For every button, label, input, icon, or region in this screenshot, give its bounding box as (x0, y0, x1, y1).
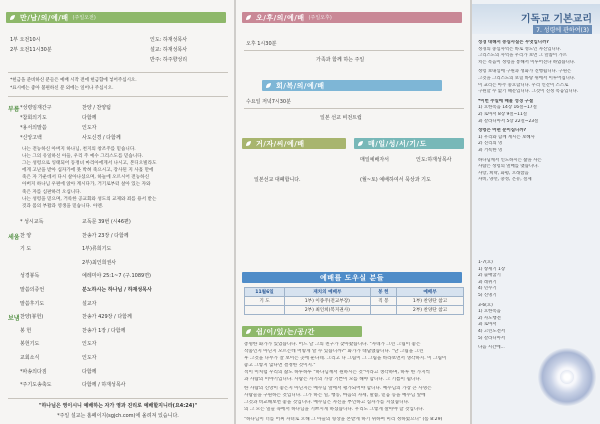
worship-item-name: *참회의기도 (20, 115, 47, 121)
doctrine-line: 3) 거룩한 영 (478, 147, 503, 153)
doctrine-line: *이번 주일에 배울 성경 구절 (478, 98, 534, 104)
section-title: 회/복/의/예/배 (276, 81, 325, 90)
worship-item-name: 말씀후기도 (20, 300, 45, 307)
worship-item-name: *용서의말씀 (20, 125, 47, 131)
worship-item-name: 봉 헌 (20, 327, 32, 334)
doctrine-body (478, 40, 596, 184)
leaf-icon (245, 14, 252, 21)
service-time: 2부 오전11시30분 (10, 47, 52, 53)
leaf-icon (9, 14, 16, 21)
worship-item-detail: 인도자 (82, 341, 97, 348)
worship-item-detail: 인도자 (82, 355, 97, 361)
worship-section-label: 부름 (8, 106, 20, 113)
essay-line: 적이 이처럼 우리의 삶도 하루하루 "하나님께서 원하시는 것"이라고 생각하며, 하루 한 가지씩 (244, 369, 430, 375)
doctrine-subtitle: 7. 성령에 관하여(3) (533, 25, 592, 34)
worship-item-detail: 다함께 / 하재성목사 (82, 382, 126, 389)
worship-item-detail: 예레미야 25:1~7 (구.1089면) (82, 273, 151, 280)
doctrine-line: 그것을 그리스도의 보혈 바탕 위에서 이루어집니다. (478, 75, 576, 81)
rest-space-essay (244, 342, 466, 424)
essay-line: 사람들을 구원하는 것입니다. 그가 하는 일, 행동, 마음의 자세, 말씀, 믿음 등을 예수님 앞에 (244, 393, 426, 399)
reading-list-item: 5) 신명기 (478, 292, 497, 298)
creed-line: 그는 성령으로 잉태되어 동정녀 마리아에게서 나시고, 본디오빌라도 (22, 161, 157, 167)
section-band-rest-space (242, 326, 362, 337)
worship-order-row (8, 286, 230, 295)
flower-center (560, 370, 574, 384)
worship-item-name: *성령임재간구 (20, 105, 52, 111)
worship-order-row (8, 340, 230, 349)
worship-item-name: *신앙고백 (20, 135, 42, 141)
reading-list-item: 5) 갈라디아서 (478, 335, 506, 341)
worship-section-label: 세움 (8, 233, 20, 241)
table-cell (245, 306, 285, 315)
apostles-creed-text (22, 146, 228, 210)
worship-item-detail: 다함께 (82, 368, 97, 375)
worship-order-row (8, 313, 230, 322)
footer-homepage-note: *주일 설교는 홈페이지(sgjch.com)에 올려져 있습니다. (57, 413, 179, 419)
worship-item-name: 말씀의증언 (20, 287, 45, 293)
table-row (245, 306, 464, 315)
reading-list-item: 1) 창세기 1장 (478, 266, 506, 272)
worship-item-name: 성경봉독 (20, 273, 40, 280)
footer-verse: "하나님은 영이시니 예배하는 자가 영과 진리로 예배할지니라(요4:24)" (38, 403, 198, 409)
section-band-service-helpers (242, 272, 462, 283)
worship-item-detail: 교독문 39번 (시46편) (82, 219, 131, 225)
doctrine-reading-list (478, 260, 538, 352)
afternoon-theme: 가족과 함께 하는 주일 (316, 57, 365, 63)
bulletin-panel-other-services (236, 0, 470, 424)
worship-item-name: 기 도 (20, 246, 32, 253)
reading-list-item: 4) 고린도전서 (478, 328, 506, 334)
worship-item-name: *파송의다짐 (20, 368, 47, 375)
worship-item-detail: 찬송가 23장 / 다함께 (82, 232, 129, 239)
reading-list-item: 3-6(요) (478, 302, 493, 308)
divider (8, 72, 228, 73)
doctrine-line: 사랑, 희락, 화평, 오래참음 (478, 170, 529, 176)
service-time: 1부 오전10시 (10, 37, 41, 43)
doctrine-line: 성경의 중심사역은 바로 성도인 자신입니다. (478, 46, 562, 52)
section-band-afternoon-service (242, 12, 462, 23)
service-note: *표시에는 좋아 불편하신 분 외에는 일어나 주십시오. (10, 86, 114, 91)
doctrine-line: 치는 복음이 성령을 통해서 이루어진다 하였습니다. (478, 59, 576, 65)
worship-item-detail: 2부)최인희권사 (82, 259, 117, 266)
divider (8, 96, 228, 97)
essay-line: 총명한 화가가 있었습니다. 어느 날 그의 친구가 찾아왔습니다. "자네가 그린 그림이 좋은 (244, 342, 421, 347)
section-title: 거/자/씨/예/배 (256, 139, 305, 148)
worship-order-row (8, 272, 230, 281)
worship-order-row (8, 300, 230, 309)
worship-item-name: * 성시교독 (20, 219, 44, 225)
section-subtitle: (주일오전) (72, 15, 96, 21)
table-row (245, 297, 464, 306)
table-cell (370, 306, 396, 315)
reading-list-item: 1) 요한복음 (478, 309, 501, 315)
essay-line: 의 그 모든 일들 속에서 하나님을 기쁘시게 하셨습니다. 우리도 그렇게 살아야 할 것입니다. (244, 407, 425, 413)
worship-item-name: 봉헌기도 (20, 341, 40, 348)
section-title: 매/일/성/서/기/도 (368, 139, 427, 148)
worship-item-name: *주기도송축도 (20, 382, 52, 389)
service-leader: 설교: 하재성목사 (150, 47, 188, 53)
table-header-cell: 11월6일 (245, 288, 285, 297)
table-cell: 1부) 이종주(전교부장) (285, 297, 371, 306)
wednesday-theme: 일본 선교 비전트립 (320, 115, 362, 121)
essay-line: 그것과 비교해보면 좋을 것입니다. 예수님은 자신을 부인하고 십자가를 지셨습니다. (244, 400, 410, 406)
reading-list-item: 2) 사도행전 (478, 315, 501, 321)
creed-line: 나는 전능하신 아버지 하나님, 천지의 창조주를 믿습니다. (22, 147, 136, 152)
doctrine-line: 3) 갈라디아서 5장 22절~23절 (478, 118, 539, 124)
table-cell: 1부) 찬양단 참고 (397, 297, 464, 306)
creed-line: 죽은 자 가운데서 다시 살아나셨으며, 하늘에 오르시어 전능하신 (22, 175, 150, 181)
worship-order-row (8, 245, 230, 254)
service-note: *헌금을 준비하신 분들은 예배 시작 전에 헌금함에 넣어주십시오. (10, 78, 137, 83)
doctrine-line: 그리스도의 사역을 우리가 보면 그 말씀이 가르 (478, 53, 567, 59)
worship-item-detail: 사도신경 / 다함께 (82, 135, 121, 141)
section-band-wednesday-service (262, 80, 442, 91)
section-title: 오/후/의/예/배 (256, 13, 305, 22)
worship-item-detail: 다함께 (82, 115, 97, 121)
reading-list-item: 3) 레위기 (478, 279, 497, 285)
divider (8, 398, 228, 399)
essay-line: "하나님이 너를 어찌 자녀로 오해 그 아들의 형상을 본받게 하기 위하여 미리 정하였으니" (롬 8:29) (244, 417, 443, 423)
table-cell: 기 도 (245, 297, 285, 306)
essay-line: 과 사람의 이야기입니다. 사람은 자기의 가장 기쁜이 모를 해야 합니다. 그 기쁨이 됩니다. (244, 376, 422, 382)
section-subtitle: (주일오후) (308, 15, 332, 21)
worship-item-detail: 찬송가 1장 / 다함께 (82, 327, 126, 334)
doctrine-line: 성령은 어떤 분이십니까? (478, 128, 527, 134)
daily-prayer-note: (월~토) 예배하여서 묵상과 기도 (360, 177, 431, 183)
reading-list-item: 1-7(요) (478, 260, 493, 265)
doctrine-title: 기독교 기본교리 (520, 14, 592, 25)
leaf-icon (265, 82, 272, 89)
worship-order-row (8, 327, 230, 336)
daily-prayer-col-1: 매일예배자서 (360, 157, 389, 163)
worship-item-detail: 인도자 (82, 125, 97, 131)
table-header-cell: 예배부 (397, 288, 464, 297)
creed-line: 죽은 자를 심판하러 오십니다. (22, 189, 82, 195)
worship-order-row (8, 218, 230, 227)
essay-line: 좋고 그렇지 않다면 결정한 것이지." (244, 362, 316, 368)
worship-item-detail: 설교자 (82, 300, 97, 307)
doctrine-line: 1) 요한복음 14장 16절~17절 (478, 105, 537, 111)
table-header-row (245, 288, 464, 297)
doctrine-line: 자비, 양선, 충성, 온유, 절제 (478, 177, 532, 183)
afternoon-time: 오후 1시30분 (246, 41, 277, 47)
reading-list-item: 4) 민수기 (478, 286, 497, 292)
section-title: 예배를 도우실 분들 (320, 273, 384, 282)
service-helpers-table (244, 287, 464, 315)
worship-order-row (8, 114, 230, 123)
essay-line: 한 사람의 신앙이 좋은지 아닌지는 예수님 앞에서 평가되어야 합니다. 예수님의 가장 큰 사명은 (244, 386, 432, 392)
essay-line: 작품인지 아닌지 모르는데 어떻게 알 수 있습니까?" 화가가 대답했습니다. "난 그림을 그린 (244, 348, 424, 354)
worship-item-name: 교회소식 (20, 355, 40, 361)
leaf-icon (245, 140, 252, 147)
table-cell: 2부) 찬양단 참고 (397, 306, 464, 315)
worship-order-row (8, 232, 230, 241)
worship-order-row (8, 124, 230, 133)
worship-order-row (8, 259, 230, 268)
section-title: 쉼/이/있/는/공/간 (256, 327, 315, 336)
creed-line: 아버지 하나님 우편에 앉아 계시다가, 거기로부터 살아 있는 자와 (22, 182, 151, 188)
doctrine-line: 사람은 성령의 열매를 맺습니다. (478, 164, 539, 170)
table-cell: 직 봉 (370, 297, 396, 306)
essay-line: 후 그것을 나무가 잘 보이는 곳에 둔다네. 그리고 나 그림이 그 그림을 바라보면서 생각하지. 이 그림이 (244, 355, 447, 361)
table-header-cell: 재치의 예배부 (285, 288, 371, 297)
reading-list-item: 2) 출애굽기 (478, 273, 501, 279)
table-header-cell: 봉 헌 (370, 288, 396, 297)
doctrine-line: 성경 대해서 중심사실은 무엇입니까? (478, 40, 549, 45)
worship-order-row (8, 381, 230, 390)
worship-order-row (8, 104, 230, 113)
dawn-service-note: 일본선교 대폐합니다. (254, 177, 301, 183)
creed-line: 나는 그의 유일하신 아들, 우리 주 예수 그리스도를 믿습니다. (22, 154, 144, 160)
worship-item-detail: 찬양 / 찬양팀 (82, 105, 112, 111)
doctrine-line: 성령 보내심에 구원과 성화가 진행됩니다. 구원은 (478, 69, 572, 75)
worship-order-row (8, 134, 230, 143)
section-band-daily-prayer (354, 138, 464, 149)
doctrine-line: 이 교리는 아주 중요합니다. 우리 인간이 스스로 (478, 82, 569, 88)
section-title: 만/남/의/예/배 (20, 13, 69, 22)
creed-line: 에게 고난을 받아 십자가에 못 박혀 죽으시고, 장사된 지 사흘 만에 (22, 168, 154, 174)
worship-item-name: 찬 양 (20, 232, 32, 239)
worship-item-detail: 찬송가 429장 / 다함께 (82, 314, 132, 321)
wednesday-time: 수요일 저녁7시30분 (246, 99, 291, 105)
table-cell: 2부) 최인희(복지권사) (285, 306, 371, 315)
doctrine-line: 2) 로마서 8장 9절~11절 (478, 111, 527, 117)
worship-order-row (8, 368, 230, 377)
doctrine-line: 하나님께서 인도하시는 삶을 사는 (478, 157, 542, 163)
divider (244, 50, 464, 51)
creed-line: 나는 성령을 믿으며, 거룩한 공교회와 성도의 교제와 죄를 용서 받는 (22, 196, 157, 202)
worship-item-detail: 분노하시는 하나님 / 하재성목사 (82, 287, 152, 293)
doctrine-line: 1) 우리와 함께 계시는 보혜사 (478, 134, 535, 140)
creed-line: 것과 몸의 부활과 영생을 믿습니다. 아멘. (22, 203, 104, 209)
worship-section-label: 보냄 (8, 315, 20, 323)
bulletin-panel-doctrine (472, 0, 600, 424)
worship-item-name: 찬양(봉헌) (20, 314, 44, 321)
daily-prayer-col-2: 인도:하재성목사 (416, 157, 452, 163)
divider (244, 108, 464, 109)
bulletin-panel-morning-service (0, 0, 234, 424)
service-leader: 반주: 하주향성리 (150, 57, 188, 63)
doctrine-line: 2) 진리의 영 (478, 141, 503, 147)
worship-order-row (8, 354, 230, 363)
worship-item-detail: 1부)류희기도 (82, 246, 112, 253)
doctrine-line: 구원할 수 없기 때문입니다. 그것이 진정 복음입니다. (478, 89, 579, 95)
leaf-icon (245, 328, 252, 335)
reading-list-item: 3) 로마서 (478, 322, 497, 328)
reading-list-item: 다음 시간에... (478, 345, 505, 351)
section-band-morning-service (6, 12, 226, 23)
section-band-dawn-service (242, 138, 346, 149)
leaf-icon (357, 140, 364, 147)
service-leader: 인도: 하재성목사 (150, 37, 188, 43)
doctrine-header (472, 4, 600, 34)
